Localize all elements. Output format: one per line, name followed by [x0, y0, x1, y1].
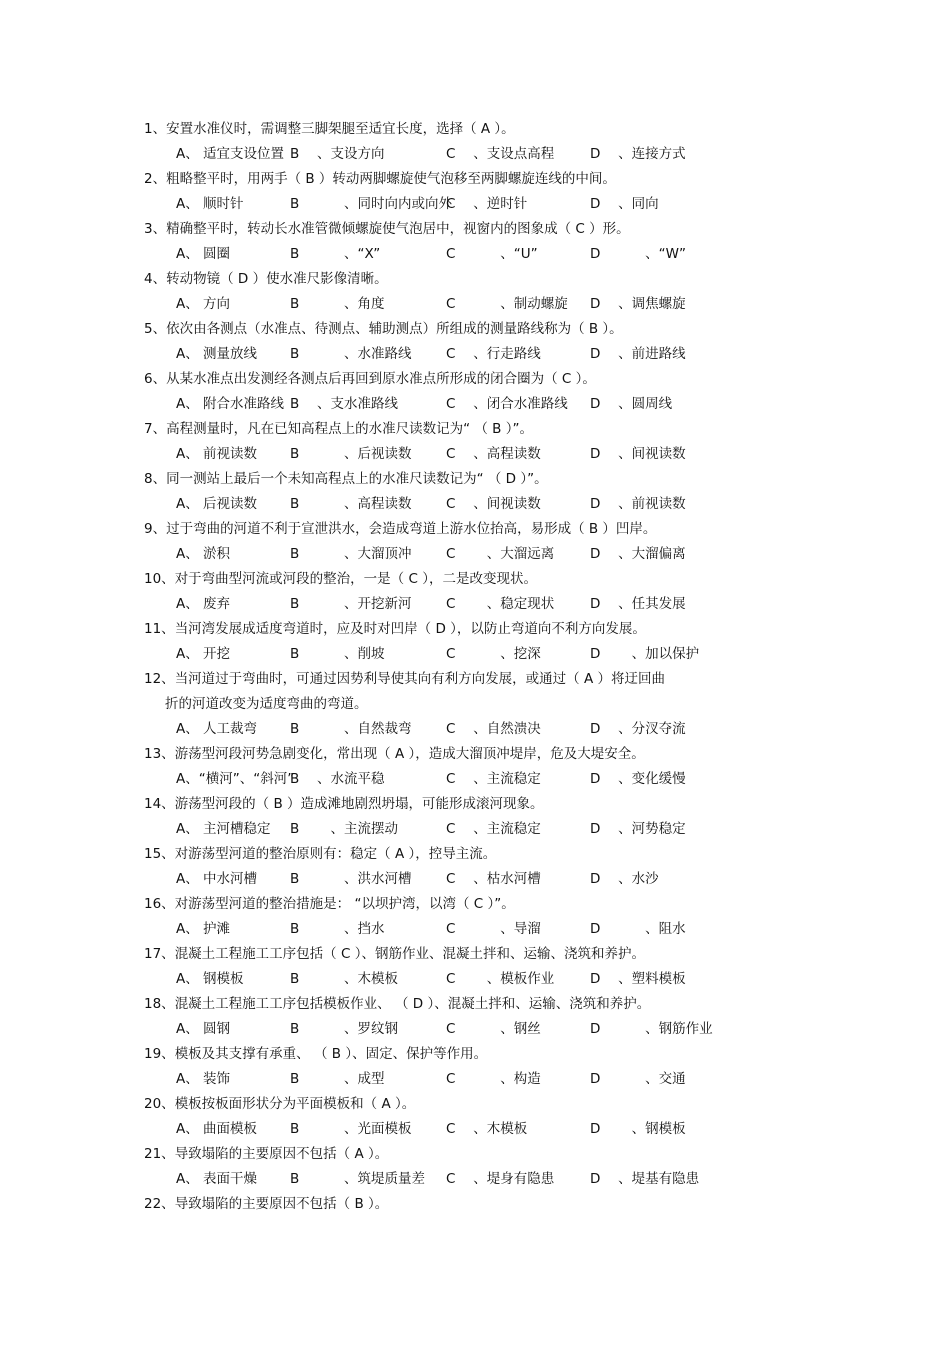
option-row: [144, 767, 824, 792]
option-a: A、 淤积: [176, 546, 231, 562]
question-stem: [144, 417, 824, 442]
question-item: [144, 942, 824, 992]
question-text: 导致塌陷的主要原因不包括（ A ）。: [174, 1146, 389, 1162]
question-stem: [144, 942, 824, 967]
option-d: D 、交通: [590, 1071, 686, 1087]
option-a: A、 开挖: [176, 646, 231, 662]
question-text: 导致塌陷的主要原因不包括（ B ）。: [174, 1196, 389, 1212]
question-number: 10、: [144, 571, 175, 587]
option-b: B 、筑堤质量差: [290, 1171, 426, 1187]
question-number: 9、: [144, 521, 167, 537]
option-row: [144, 492, 824, 517]
option-d: D 、同向: [590, 196, 659, 212]
option-a: A、 附合水准路线: [176, 396, 285, 412]
option-row: [144, 242, 824, 267]
question-stem: [144, 892, 824, 917]
question-stem: [144, 667, 824, 692]
option-row: [144, 717, 824, 742]
option-d: D 、河势稳定: [590, 821, 686, 837]
question-number: 11、: [144, 621, 175, 637]
question-stem: [144, 117, 824, 142]
question-text: 转动物镜（ D ）使水准尺影像清晰。: [166, 271, 388, 287]
option-b: B 、主流摆动: [290, 821, 399, 837]
question-stem: [144, 267, 824, 292]
option-d: D 、阻水: [590, 921, 686, 937]
question-text: 当河湾发展成适度弯道时，应及时对凹岸（ D ），以防止弯道向不利方向发展。: [174, 621, 646, 637]
option-c: C 、主流稳定: [446, 821, 541, 837]
question-stem: [144, 567, 824, 592]
question-number: 16、: [144, 896, 175, 912]
question-stem: [144, 217, 824, 242]
option-b: B 、大溜顶冲: [290, 546, 412, 562]
option-c: C 、枯水河槽: [446, 871, 541, 887]
option-d: D 、钢筋作业: [590, 1021, 713, 1037]
option-b: B 、成型: [290, 1071, 385, 1087]
option-row: [144, 392, 824, 417]
question-number: 20、: [144, 1096, 175, 1112]
option-d: D 、分汊夺流: [590, 721, 686, 737]
option-c: C 、行走路线: [446, 346, 541, 362]
option-b: B 、光面模板: [290, 1121, 412, 1137]
option-a: A、 装饰: [176, 1071, 231, 1087]
question-text: 混凝土工程施工工序包括（ C ）、钢筋作业、混凝土拌和、运输、浇筑和养护。: [174, 946, 645, 962]
question-text: 游荡型河段河势急剧变化，常出现（ A ），造成大溜顶冲堤岸，危及大堤安全。: [174, 746, 645, 762]
question-item: [144, 367, 824, 417]
option-row: [144, 342, 824, 367]
question-item: [144, 417, 824, 467]
option-a: A、 方向: [176, 296, 231, 312]
question-item: [144, 792, 824, 842]
question-number: 18、: [144, 996, 175, 1012]
question-text: 过于弯曲的河道不利于宣泄洪水，会造成弯道上游水位抬高，易形成（ B ）凹岸。: [166, 521, 657, 537]
option-c: C 、木模板: [446, 1121, 528, 1137]
question-text: 同一测站上最后一个未知高程点上的水准尺读数记为“ （ D ）”。: [166, 471, 548, 487]
option-row: [144, 592, 824, 617]
question-item: [144, 617, 824, 667]
question-item: [144, 992, 824, 1042]
option-a: A、 前视读数: [176, 446, 258, 462]
option-a: A、 圆圈: [176, 246, 231, 262]
option-b: B 、水准路线: [290, 346, 412, 362]
question-text: 从某水准点出发测经各测点后再回到原水准点所形成的闭合圈为（ C ）。: [166, 371, 596, 387]
option-a: A、 适宜支设位置: [176, 146, 285, 162]
question-item: [144, 317, 824, 367]
option-c: C 、导溜: [446, 921, 541, 937]
question-item: [144, 567, 824, 617]
option-b: B 、洪水河槽: [290, 871, 412, 887]
question-number: 1、: [144, 121, 167, 137]
question-item: [144, 167, 824, 217]
option-d: D 、水沙: [590, 871, 659, 887]
option-c: C 、挖深: [446, 646, 541, 662]
option-c: C 、构造: [446, 1071, 541, 1087]
option-row: [144, 1117, 824, 1142]
option-b: B 、后视读数: [290, 446, 412, 462]
option-d: D 、钢模板: [590, 1121, 686, 1137]
question-text-continued: 折的河道改变为适度弯曲的弯道。: [165, 696, 368, 712]
question-number: 15、: [144, 846, 175, 862]
option-c: C 、制动螺旋: [446, 296, 568, 312]
option-c: C 、大溜远离: [446, 546, 555, 562]
option-c: C 、间视读数: [446, 496, 541, 512]
option-b: B 、罗纹钢: [290, 1021, 399, 1037]
option-a: A、 表面干燥: [176, 1171, 258, 1187]
question-stem: [144, 842, 824, 867]
question-number: 12、: [144, 671, 175, 687]
option-row: [144, 817, 824, 842]
option-row: [144, 642, 824, 667]
option-d: D 、“W”: [590, 246, 687, 262]
question-text: 模板按板面形状分为平面模板和（ A ）。: [174, 1096, 416, 1112]
option-d: D 、任其发展: [590, 596, 686, 612]
option-a: A、 人工裁弯: [176, 721, 258, 737]
option-d: D 、加以保护: [590, 646, 700, 662]
question-number: 4、: [144, 271, 167, 287]
option-row: [144, 867, 824, 892]
option-a: A、 钢模板: [176, 971, 244, 987]
option-a: A、 圆钢: [176, 1021, 231, 1037]
question-number: 13、: [144, 746, 175, 762]
question-number: 3、: [144, 221, 167, 237]
option-c: C 、钢丝: [446, 1021, 541, 1037]
question-stem: [144, 742, 824, 767]
option-b: B 、挡水: [290, 921, 385, 937]
option-row: [144, 1167, 824, 1192]
option-row: [144, 142, 824, 167]
option-b: B 、“X”: [290, 246, 381, 262]
question-stem: [144, 1092, 824, 1117]
question-text: 游荡型河段的（ B ）造成滩地剧烈坍塌，可能形成滚河现象。: [174, 796, 544, 812]
question-item: [144, 1092, 824, 1142]
question-item: [144, 1142, 824, 1192]
question-text: 当河道过于弯曲时，可通过因势利导使其向有利方向发展，或通过（ A ）将迂回曲: [174, 671, 666, 687]
option-b: B 、开挖新河: [290, 596, 412, 612]
question-item: [144, 117, 824, 167]
option-d: D 、调焦螺旋: [590, 296, 686, 312]
question-text: 对于弯曲型河流或河段的整治，一是（ C ），二是改变现状。: [174, 571, 537, 587]
option-a: A、“横河”、“斜河”: [176, 771, 295, 787]
question-text: 精确整平时，转动长水准管微倾螺旋使气泡居中，视窗内的图象成（ C ）形。: [166, 221, 630, 237]
option-a: A、 测量放线: [176, 346, 258, 362]
question-stem: [144, 517, 824, 542]
question-item: [144, 217, 824, 267]
question-stem: [144, 467, 824, 492]
option-c: C 、稳定现状: [446, 596, 555, 612]
option-a: A、 后视读数: [176, 496, 258, 512]
question-number: 5、: [144, 321, 167, 337]
option-b: B 、支水准路线: [290, 396, 399, 412]
option-c: C 、模板作业: [446, 971, 555, 987]
option-d: D 、间视读数: [590, 446, 686, 462]
option-a: A、 废弃: [176, 596, 231, 612]
question-stem: [144, 792, 824, 817]
question-list: [144, 117, 824, 1217]
question-item: [144, 1042, 824, 1092]
question-number: 14、: [144, 796, 175, 812]
option-b: B 、自然裁弯: [290, 721, 412, 737]
option-d: D 、变化缓慢: [590, 771, 686, 787]
question-text: 对游荡型河道的整治原则有：稳定（ A ），控导主流。: [174, 846, 497, 862]
option-a: A、 主河槽稳定: [176, 821, 271, 837]
question-stem: [144, 617, 824, 642]
option-b: B 、水流平稳: [290, 771, 385, 787]
option-b: B 、支设方向: [290, 146, 385, 162]
question-number: 8、: [144, 471, 167, 487]
option-a: A、 顺时针: [176, 196, 244, 212]
option-a: A、 曲面模板: [176, 1121, 258, 1137]
option-c: C 、闭合水准路线: [446, 396, 568, 412]
question-item: [144, 892, 824, 942]
option-c: C 、“U”: [446, 246, 538, 262]
option-d: D 、大溜偏离: [590, 546, 686, 562]
question-text: 依次由各测点（水准点、待测点、辅助测点）所组成的测量路线称为（ B ）。: [166, 321, 623, 337]
question-item: [144, 467, 824, 517]
option-c: C 、高程读数: [446, 446, 541, 462]
option-c: C 、主流稳定: [446, 771, 541, 787]
option-d: D 、圆周线: [590, 396, 673, 412]
question-number: 17、: [144, 946, 175, 962]
option-row: [144, 542, 824, 567]
question-stem: [144, 1192, 824, 1217]
question-stem: [144, 1042, 824, 1067]
option-row: [144, 917, 824, 942]
question-item: [144, 1192, 824, 1217]
question-item: [144, 742, 824, 792]
option-row: [144, 192, 824, 217]
option-a: A、 中水河槽: [176, 871, 258, 887]
option-d: D 、堤基有隐患: [590, 1171, 700, 1187]
question-stem: [144, 167, 824, 192]
question-item: [144, 667, 824, 742]
option-d: D 、塑料模板: [590, 971, 686, 987]
question-text: 对游荡型河道的整治措施是： “以坝护湾，以湾（ C ）”。: [174, 896, 515, 912]
option-d: D 、前视读数: [590, 496, 686, 512]
question-number: 7、: [144, 421, 167, 437]
question-number: 21、: [144, 1146, 175, 1162]
option-b: B 、木模板: [290, 971, 399, 987]
question-stem: [144, 317, 824, 342]
question-stem: [144, 1142, 824, 1167]
option-b: B 、高程读数: [290, 496, 412, 512]
question-item: [144, 517, 824, 567]
option-b: B 、角度: [290, 296, 385, 312]
question-number: 22、: [144, 1196, 175, 1212]
option-c: C 、逆时针: [446, 196, 528, 212]
option-d: D 、连接方式: [590, 146, 686, 162]
option-c: C 、堤身有隐患: [446, 1171, 555, 1187]
option-row: [144, 1067, 824, 1092]
option-d: D 、前进路线: [590, 346, 686, 362]
option-row: [144, 1017, 824, 1042]
option-b: B 、削坡: [290, 646, 385, 662]
question-text: 模板及其支撑有承重、 （ B ）、固定、保护等作用。: [174, 1046, 488, 1062]
question-number: 19、: [144, 1046, 175, 1062]
question-stem: [144, 992, 824, 1017]
question-text: 安置水准仪时，需调整三脚架腿至适宜长度，选择（ A ）。: [166, 121, 515, 137]
question-item: [144, 842, 824, 892]
option-row: [144, 967, 824, 992]
option-row: [144, 292, 824, 317]
question-item: [144, 267, 824, 317]
option-b: B 、同时向内或向外: [290, 196, 453, 212]
question-text: 混凝土工程施工工序包括模板作业、 （ D ）、混凝土拌和、运输、浇筑和养护。: [174, 996, 651, 1012]
option-c: C 、支设点高程: [446, 146, 555, 162]
option-row: [144, 442, 824, 467]
question-number: 2、: [144, 171, 167, 187]
question-text: 高程测量时，凡在已知高程点上的水准尺读数记为“ （ B ）”。: [166, 421, 533, 437]
question-number: 6、: [144, 371, 167, 387]
question-stem: [144, 367, 824, 392]
option-a: A、 护滩: [176, 921, 231, 937]
question-text: 粗略整平时，用两手（ B ）转动两脚螺旋使气泡移至两脚螺旋连线的中间。: [166, 171, 616, 187]
option-c: C 、自然溃决: [446, 721, 541, 737]
